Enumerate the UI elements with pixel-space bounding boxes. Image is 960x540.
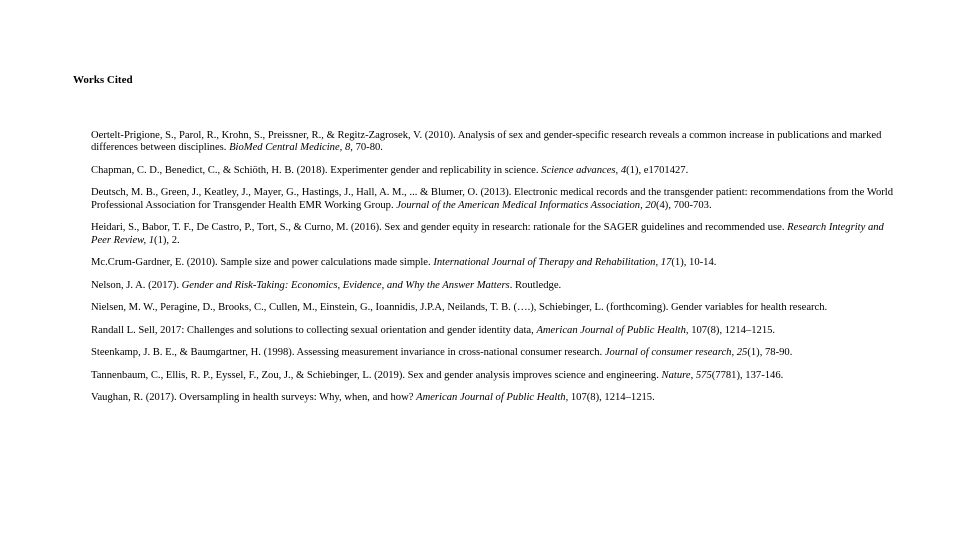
reference-item bbox=[91, 302, 896, 314]
reference-source: Science advances, 4 bbox=[541, 164, 627, 176]
reference-text: Steenkamp, J. B. E., & Baumgartner, H. (1998). Assessing measurement invariance in cross-national consumer research. bbox=[91, 347, 605, 359]
reference-source: Gender and Risk-Taking: Economics, Evidence, and Why the Answer Matters bbox=[181, 279, 510, 291]
reference-details: (7781), 137-146. bbox=[711, 369, 784, 381]
reference-item bbox=[91, 325, 896, 337]
page-title: Works Cited bbox=[73, 74, 133, 86]
reference-item bbox=[91, 370, 896, 382]
reference-source: BioMed Central Medicine, 8 bbox=[229, 142, 351, 154]
reference-source: International Journal of Therapy and Rehabilitation, 17 bbox=[433, 257, 672, 269]
reference-text: Heidari, S., Babor, T. F., De Castro, P., Tort, S., & Curno, M. (2016). Sex and gender equity in research: rationale for the SAGER guidelines and recommended use. bbox=[91, 222, 788, 234]
reference-text: Oertelt-Prigione, S., Parol, R., Krohn, S., Preissner, R., & Regitz-Zagrosek, V. (2010). Analysis of sex and gender-specific research reveals a common increase in publications and marked differences between disciplines. bbox=[91, 130, 882, 154]
reference-details: (1), 2. bbox=[154, 234, 180, 246]
reference-text: Nielsen, M. W., Peragine, D., Brooks, C., Cullen, M., Einstein, G., Ioannidis, J.P.A, Neilands, T. B. (….), Schiebinger, L. (forthcoming). Gender variables for health research. bbox=[91, 302, 828, 314]
reference-item bbox=[91, 257, 896, 269]
reference-item bbox=[91, 165, 896, 177]
reference-list bbox=[91, 130, 896, 415]
reference-details: (1), 78-90. bbox=[747, 347, 793, 359]
reference-source: Journal of consumer research, 25 bbox=[604, 347, 748, 359]
reference-details: (1), e1701427. bbox=[626, 164, 689, 176]
reference-text: Chapman, C. D., Benedict, C., & Schiöth, H. B. (2018). Experimenter gender and replicability in science. bbox=[91, 164, 542, 176]
reference-source: American Journal of Public Health, bbox=[416, 392, 569, 404]
reference-item bbox=[91, 347, 896, 359]
reference-item bbox=[91, 130, 896, 155]
reference-details: 107(8), 1214–1215. bbox=[688, 324, 776, 336]
reference-text: Nelson, J. A. (2017). bbox=[91, 279, 182, 291]
reference-text: Randall L. Sell, 2017: Challenges and solutions to collecting sexual orientation and gender identity data, bbox=[91, 324, 537, 336]
reference-text: Tannenbaum, C., Ellis, R. P., Eyssel, F., Zou, J., & Schiebinger, L. (2019). Sex and gender analysis improves science and engineering. bbox=[91, 369, 662, 381]
reference-source: American Journal of Public Health, bbox=[536, 324, 689, 336]
reference-item bbox=[91, 392, 896, 404]
reference-text: Deutsch, M. B., Green, J., Keatley, J., Mayer, G., Hastings, J., Hall, A. M., ... & Blumer, O. (2013). Electronic medical records and the transgender patient: recommendations from the World Professional Association for Transgender Health EMR Working Group. bbox=[91, 187, 894, 211]
reference-source: Research Integrity and Peer Review, 1 bbox=[91, 222, 884, 246]
reference-details: , 70-80. bbox=[350, 142, 383, 154]
reference-item bbox=[91, 187, 896, 212]
reference-details: 107(8), 1214–1215. bbox=[568, 392, 655, 404]
reference-text: Vaughan, R. (2017). Oversampling in health surveys: Why, when, and how? bbox=[91, 392, 417, 404]
reference-item bbox=[91, 280, 896, 292]
reference-source: Nature, 575 bbox=[661, 369, 712, 381]
reference-source: Journal of the American Medical Informatics Association, 20 bbox=[396, 199, 656, 211]
reference-item bbox=[91, 222, 896, 247]
reference-details: (4), 700-703. bbox=[655, 199, 712, 211]
reference-text: Mc.Crum-Gardner, E. (2010). Sample size and power calculations made simple. bbox=[91, 257, 434, 269]
reference-details: . Routledge. bbox=[509, 279, 562, 291]
reference-details: (1), 10-14. bbox=[671, 257, 717, 269]
